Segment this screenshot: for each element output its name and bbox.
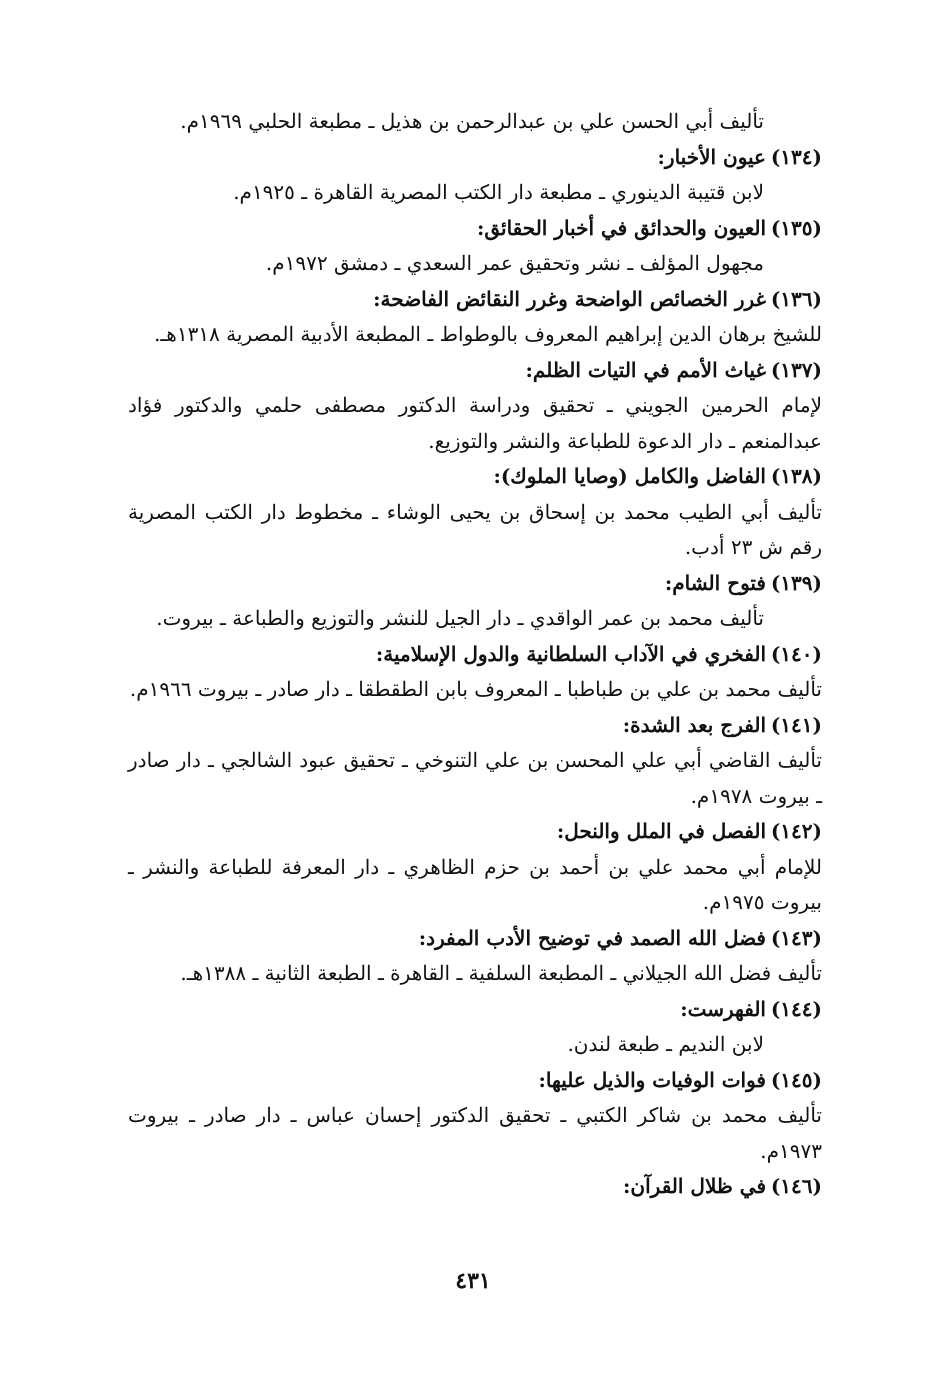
entry-description: تأليف محمد بن علي بن طباطبا ـ المعروف بابن الطقطقا ـ دار صادر ـ بيروت ١٩٦٦م. [129,677,822,701]
entry-heading [128,814,822,850]
entry-heading [128,992,822,1028]
entry-title: عيون الأخبار: [657,144,766,169]
entry-description: مجهول المؤلف ـ نشر وتحقيق عمر السعدي ـ دمشق ١٩٧٢م. [265,251,764,275]
entry-number: (١٣٤) [770,144,822,169]
bibliography-entry [128,140,822,211]
bibliography-entry [128,1169,822,1205]
entry-heading [128,921,822,957]
entry-description: تأليف فضل الله الجيلاني ـ المطبعة السلفية ـ القاهرة ـ الطبعة الثانية ـ ١٣٨٨هـ. [180,961,822,985]
bibliography-entry [128,353,822,460]
entry-number: (١٣٦) [770,286,822,311]
bibliography-entry [128,459,822,566]
entry-description: تأليف محمد بن شاكر الكتبي ـ تحقيق الدكتور إحسان عباس ـ دار صادر ـ بيروت ١٩٧٣م. [128,1103,822,1163]
entries-container [128,140,822,1205]
entry-heading [128,353,822,389]
entry-description: للإمام أبي محمد علي بن أحمد بن حزم الظاهري ـ دار المعرفة للطباعة والنشر ـ بيروت ١٩٧٥م. [128,854,822,914]
entry-number: (١٤١) [770,712,822,737]
entry-heading [128,1063,822,1099]
entry-number: (١٣٨) [770,464,822,488]
entry-title: غياث الأمم في التيات الظلم: [525,357,766,382]
entry-description: تأليف محمد بن عمر الواقدي ـ دار الجيل للنشر والتوزيع والطباعة ـ بيروت. [156,606,764,630]
entry-title: الفاضل والكامل (وصايا الملوك): [493,464,766,488]
entry-description: لابن النديم ـ طبعة لندن. [567,1032,764,1056]
entry-title: الفخري في الآداب السلطانية والدول الإسلامية: [375,641,766,666]
entry-heading [128,459,822,495]
entry-title: الفرج بعد الشدة: [622,712,766,737]
bibliography-entry [128,211,822,282]
entry-number: (١٤٢) [770,819,822,843]
entry-title: الفهرست: [680,996,766,1021]
entry-number: (١٤٦) [770,1174,822,1198]
entry-title: في ظلال القرآن: [623,1174,766,1198]
entry-description: للشيخ برهان الدين إبراهيم المعروف بالوطواط ـ المطبعة الأدبية المصرية ١٣١٨هـ. [154,322,822,346]
entry-heading [128,1169,822,1205]
entry-number: (١٤٤) [770,996,822,1021]
entry-number: (١٤٠) [770,641,822,666]
entry-title: غرر الخصائص الواضحة وغرر النقائض الفاضحة: [373,286,766,311]
entry-heading [128,140,822,176]
bibliography-entry [128,708,822,815]
entry-title: فتوح الشام: [664,570,766,595]
continued-entry-text: تأليف أبي الحسن علي بن عبدالرحمن بن هذيل ـ مطبعة الحلبي ١٩٦٩م. [180,109,764,133]
entry-title: فضل الله الصمد في توضيح الأدب المفرد: [418,925,766,950]
page-number: ٤٣١ [455,1268,491,1294]
bibliography-entry [128,1063,822,1170]
entry-title: الفصل في الملل والنحل: [556,819,766,843]
entry-heading [128,637,822,673]
bibliography-entry [128,566,822,637]
entry-number: (١٣٥) [770,215,822,240]
entry-number: (١٤٥) [770,1067,822,1092]
entry-heading [128,708,822,744]
bibliography-entry [128,921,822,992]
entry-number: (١٤٣) [770,925,822,950]
entry-number: (١٣٩) [770,570,822,595]
bibliography-list [128,104,822,1205]
entry-title: فوات الوفيات والذيل عليها: [538,1067,766,1092]
entry-description: لابن قتيبة الدينوري ـ مطبعة دار الكتب المصرية القاهرة ـ ١٩٢٥م. [233,180,764,204]
bibliography-entry [128,637,822,708]
entry-heading [128,211,822,247]
bibliography-entry [128,814,822,921]
bibliography-entry [128,282,822,353]
entry-description: لإمام الحرمين الجويني ـ تحقيق ودراسة الدكتور مصطفى حلمي والدكتور فؤاد عبدالمنعم ـ دار الدعوة للطباعة والنشر والتوزيع. [128,393,822,453]
entry-number: (١٣٧) [770,357,822,382]
entry-description: تأليف القاضي أبي علي المحسن بن علي التنوخي ـ تحقيق عبود الشالجي ـ دار صادر ـ بيروت ١٩٧٨م. [128,748,822,808]
bibliography-entry [128,992,822,1063]
entry-heading [128,282,822,318]
entry-description: تأليف أبي الطيب محمد بن إسحاق بن يحيى الوشاء ـ مخطوط دار الكتب المصرية رقم ش ٢٣ أدب. [128,499,822,559]
entry-heading [128,566,822,602]
entry-title: العيون والحدائق في أخبار الحقائق: [476,215,766,240]
